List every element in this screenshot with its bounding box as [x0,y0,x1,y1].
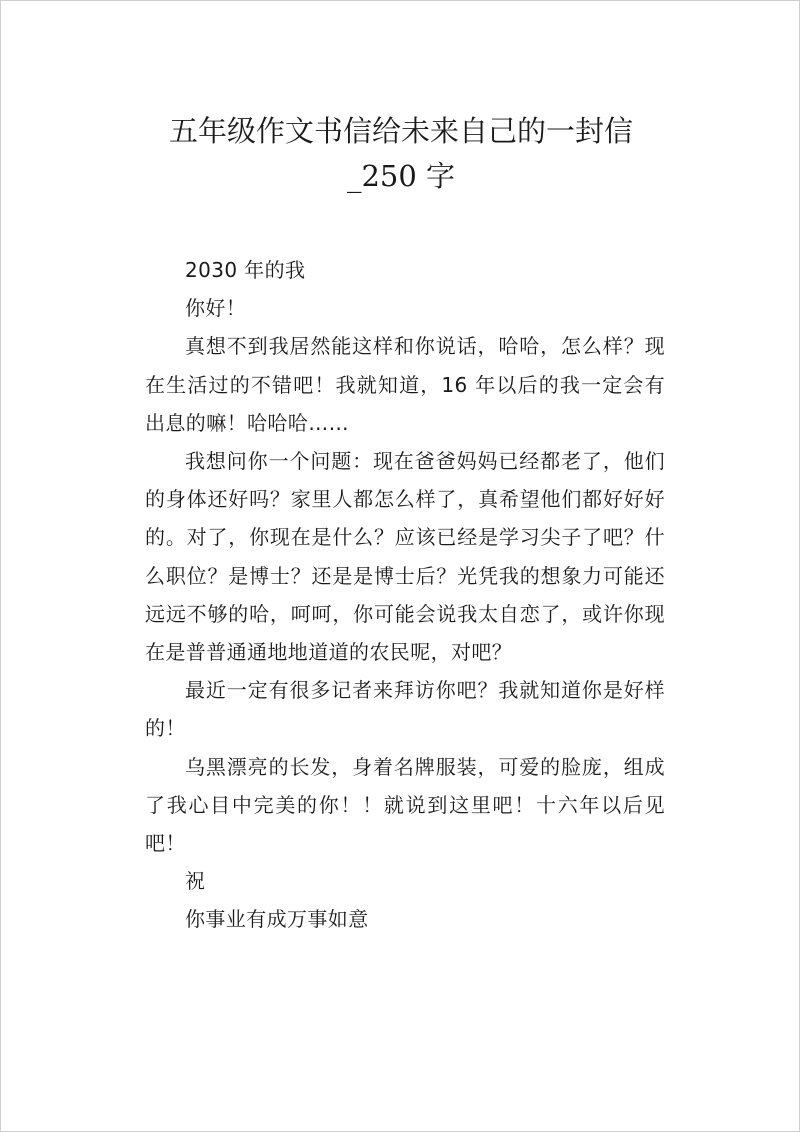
letter-recipient: 2030 年的我 [185,258,306,282]
letter-paragraph: 最近一定有很多记者来拜访你吧？我就知道你是好样的！ [145,678,665,741]
letter-paragraph: 真想不到我居然能这样和你说话，哈哈，怎么样？现在生活过的不错吧！我就知道，16 年以后的我一定会有出息的嘛！哈哈哈…… [145,334,665,435]
letter-greeting: 你好！ [185,296,247,321]
letter-paragraph: 我想问你一个问题：现在爸爸妈妈已经都老了，他们的身体还好吗？家里人都怎么样了，真希望他们都好好好的。对了，你现在是什么？应该已经是学习尖子了吧？什么职位？是博士？还是是博士后？光凭我的想象力可能还远远不够的哈，呵呵，你可能会说我太自恋了，或许你现在是普普通通地地道道的农民呢，对吧？ [145,449,665,665]
letter-closing-line: 你事业有成万事如意 [185,907,369,932]
letter-closing-wish: 祝 [185,869,206,894]
letter-paragraph: 乌黑漂亮的长发，身着名牌服装，可爱的脸庞，组成了我心目中完美的你！！就说到这里吧！十六年以后见吧！ [145,754,665,856]
document-title [121,109,681,199]
letter-body [145,251,665,939]
title-line-2: _250 字 [346,159,456,193]
title-line-1: 五年级作文书信给未来自己的一封信 [168,114,633,148]
